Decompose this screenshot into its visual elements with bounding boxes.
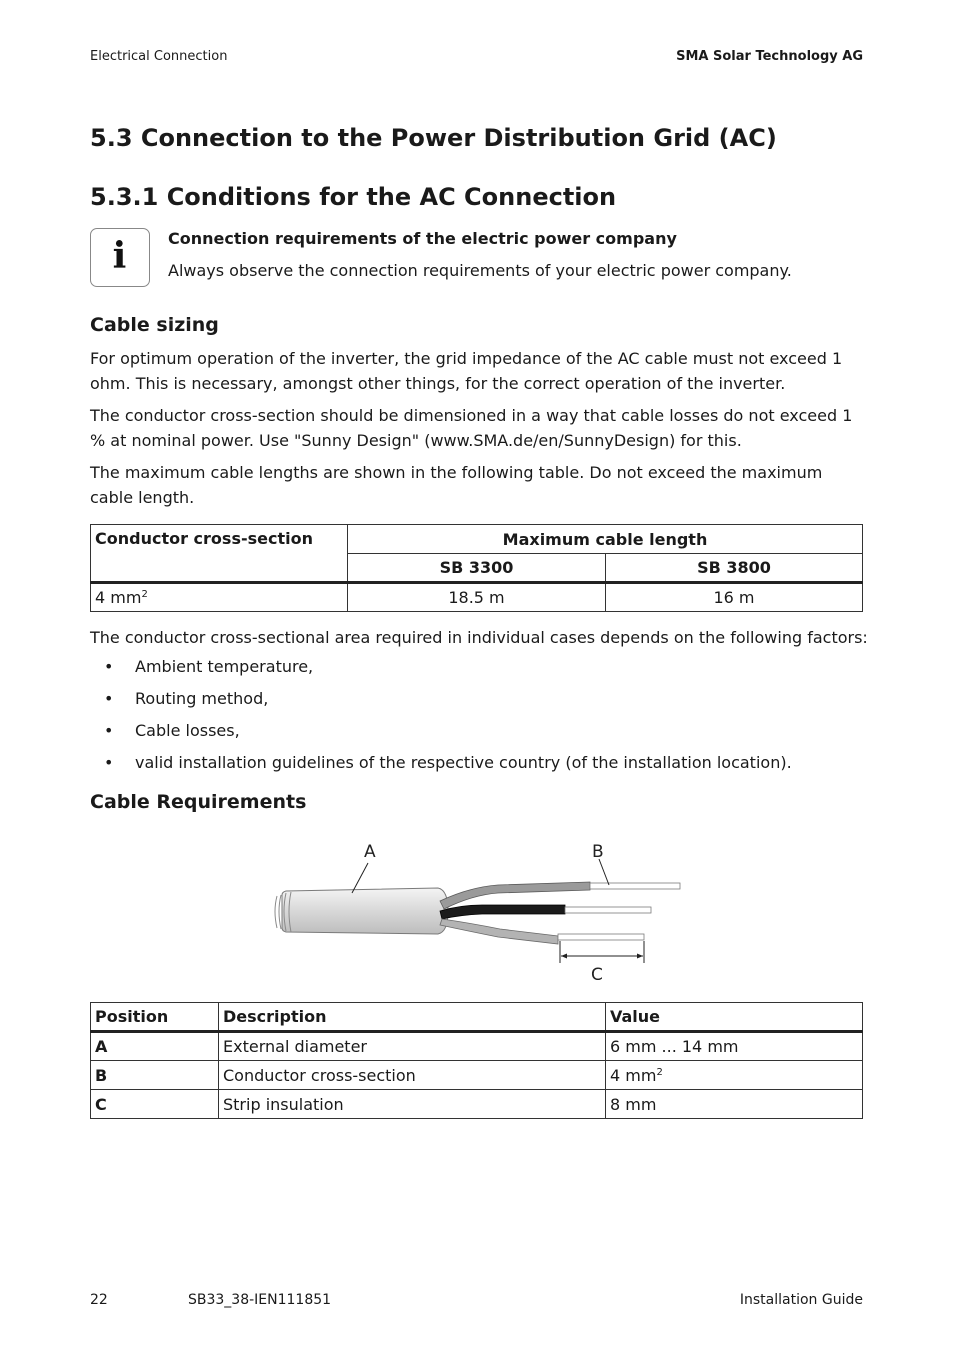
bullet-icon: • [104, 689, 114, 708]
cable-diagram [260, 835, 700, 985]
factors-list: • Ambient temperature, • Routing method, • Cable losses, • valid installation guidelines of the respective country (of the installation location). [104, 657, 792, 772]
header-maximum-cable-length: Maximum cable length [348, 525, 863, 554]
cable-sizing-paragraph-3: The maximum cable lengths are shown in the following table. Do not exceed the maximum cable length. [90, 463, 823, 507]
running-header-left: Electrical Connection [90, 49, 228, 64]
cable-requirements-table [90, 1002, 863, 1119]
header-sb3300: SB 3300 [348, 554, 606, 583]
table-row [91, 1090, 863, 1119]
cell-position: A [91, 1032, 219, 1061]
document-id: SB33_38-IEN111851 [188, 1292, 332, 1308]
conductor-bottom [558, 934, 644, 940]
cell-value: 4 $mm^2$ [606, 1061, 863, 1090]
cable-sizing-heading: Cable sizing [90, 314, 219, 336]
label-b: B [592, 842, 604, 862]
info-icon [90, 228, 150, 287]
page-number: 22 [90, 1292, 108, 1308]
subsection-title: 5.3.1 Conditions for the AC Connection [90, 183, 617, 211]
cell-value: 6 mm ... 14 mm [606, 1032, 863, 1061]
bullet-icon: • [104, 657, 114, 676]
cell-value: 8 mm [606, 1090, 863, 1119]
dimension-arrow-right [637, 954, 643, 959]
label-a: A [364, 842, 376, 862]
table-row [91, 583, 863, 612]
header-value: Value [606, 1003, 863, 1032]
cable-sheath [282, 888, 448, 934]
cable-sizing-paragraph-2: The conductor cross-section should be dimensioned in a way that cable losses do not exceed 1 % at nominal power. Use "Sunny Design" (www.SMA.de/en/SunnyDesign) for this. [90, 406, 853, 450]
max-cable-length-table [90, 524, 863, 612]
bullet-icon: • [104, 721, 114, 740]
wire-black-middle [440, 905, 565, 919]
header-sb3800: SB 3800 [606, 554, 863, 583]
info-title: Connection requirements of the electric power company [168, 229, 677, 248]
cable-requirements-heading: Cable Requirements [90, 791, 307, 813]
cell-sb3800-length: 16 m [606, 583, 863, 612]
cell-position: B [91, 1061, 219, 1090]
label-c: C [591, 965, 603, 985]
info-text: Always observe the connection requirements of your electric power company. [168, 261, 792, 280]
cell-position: C [91, 1090, 219, 1119]
cell-description: Strip insulation [219, 1090, 606, 1119]
factors-intro: The conductor cross-sectional area required in individual cases depends on the following factors: [90, 628, 868, 647]
cell-description: External diameter [219, 1032, 606, 1061]
cell-description: Conductor cross-section [219, 1061, 606, 1090]
table-header-row [91, 1003, 863, 1032]
leader-b [599, 859, 609, 885]
conductor-middle [565, 907, 651, 913]
cable-sizing-paragraph-1: For optimum operation of the inverter, the grid impedance of the AC cable must not exceed 1 ohm. This is necessary, amongst other things, for the correct operation of the inverter. [90, 349, 843, 393]
info-glyph: i [112, 235, 127, 277]
header-description: Description [219, 1003, 606, 1032]
bullet-icon: • [104, 753, 114, 772]
leader-a [352, 863, 368, 893]
header-conductor-cross-section: Conductor cross-section [91, 525, 348, 583]
table-header-row [91, 525, 863, 554]
table-row [91, 1061, 863, 1090]
running-header-right: SMA Solar Technology AG [676, 49, 863, 64]
wire-grey-bottom [440, 919, 558, 944]
cell-cross-section: 4 $mm^2$ [91, 583, 348, 612]
section-title: 5.3 Connection to the Power Distribution Grid (AC) [90, 124, 777, 152]
conductor-top [590, 883, 680, 889]
guide-name: Installation Guide [739, 1292, 863, 1308]
cell-sb3300-length: 18.5 m [348, 583, 606, 612]
dimension-arrow-left [561, 954, 567, 959]
header-position: Position [91, 1003, 219, 1032]
table-row [91, 1032, 863, 1061]
